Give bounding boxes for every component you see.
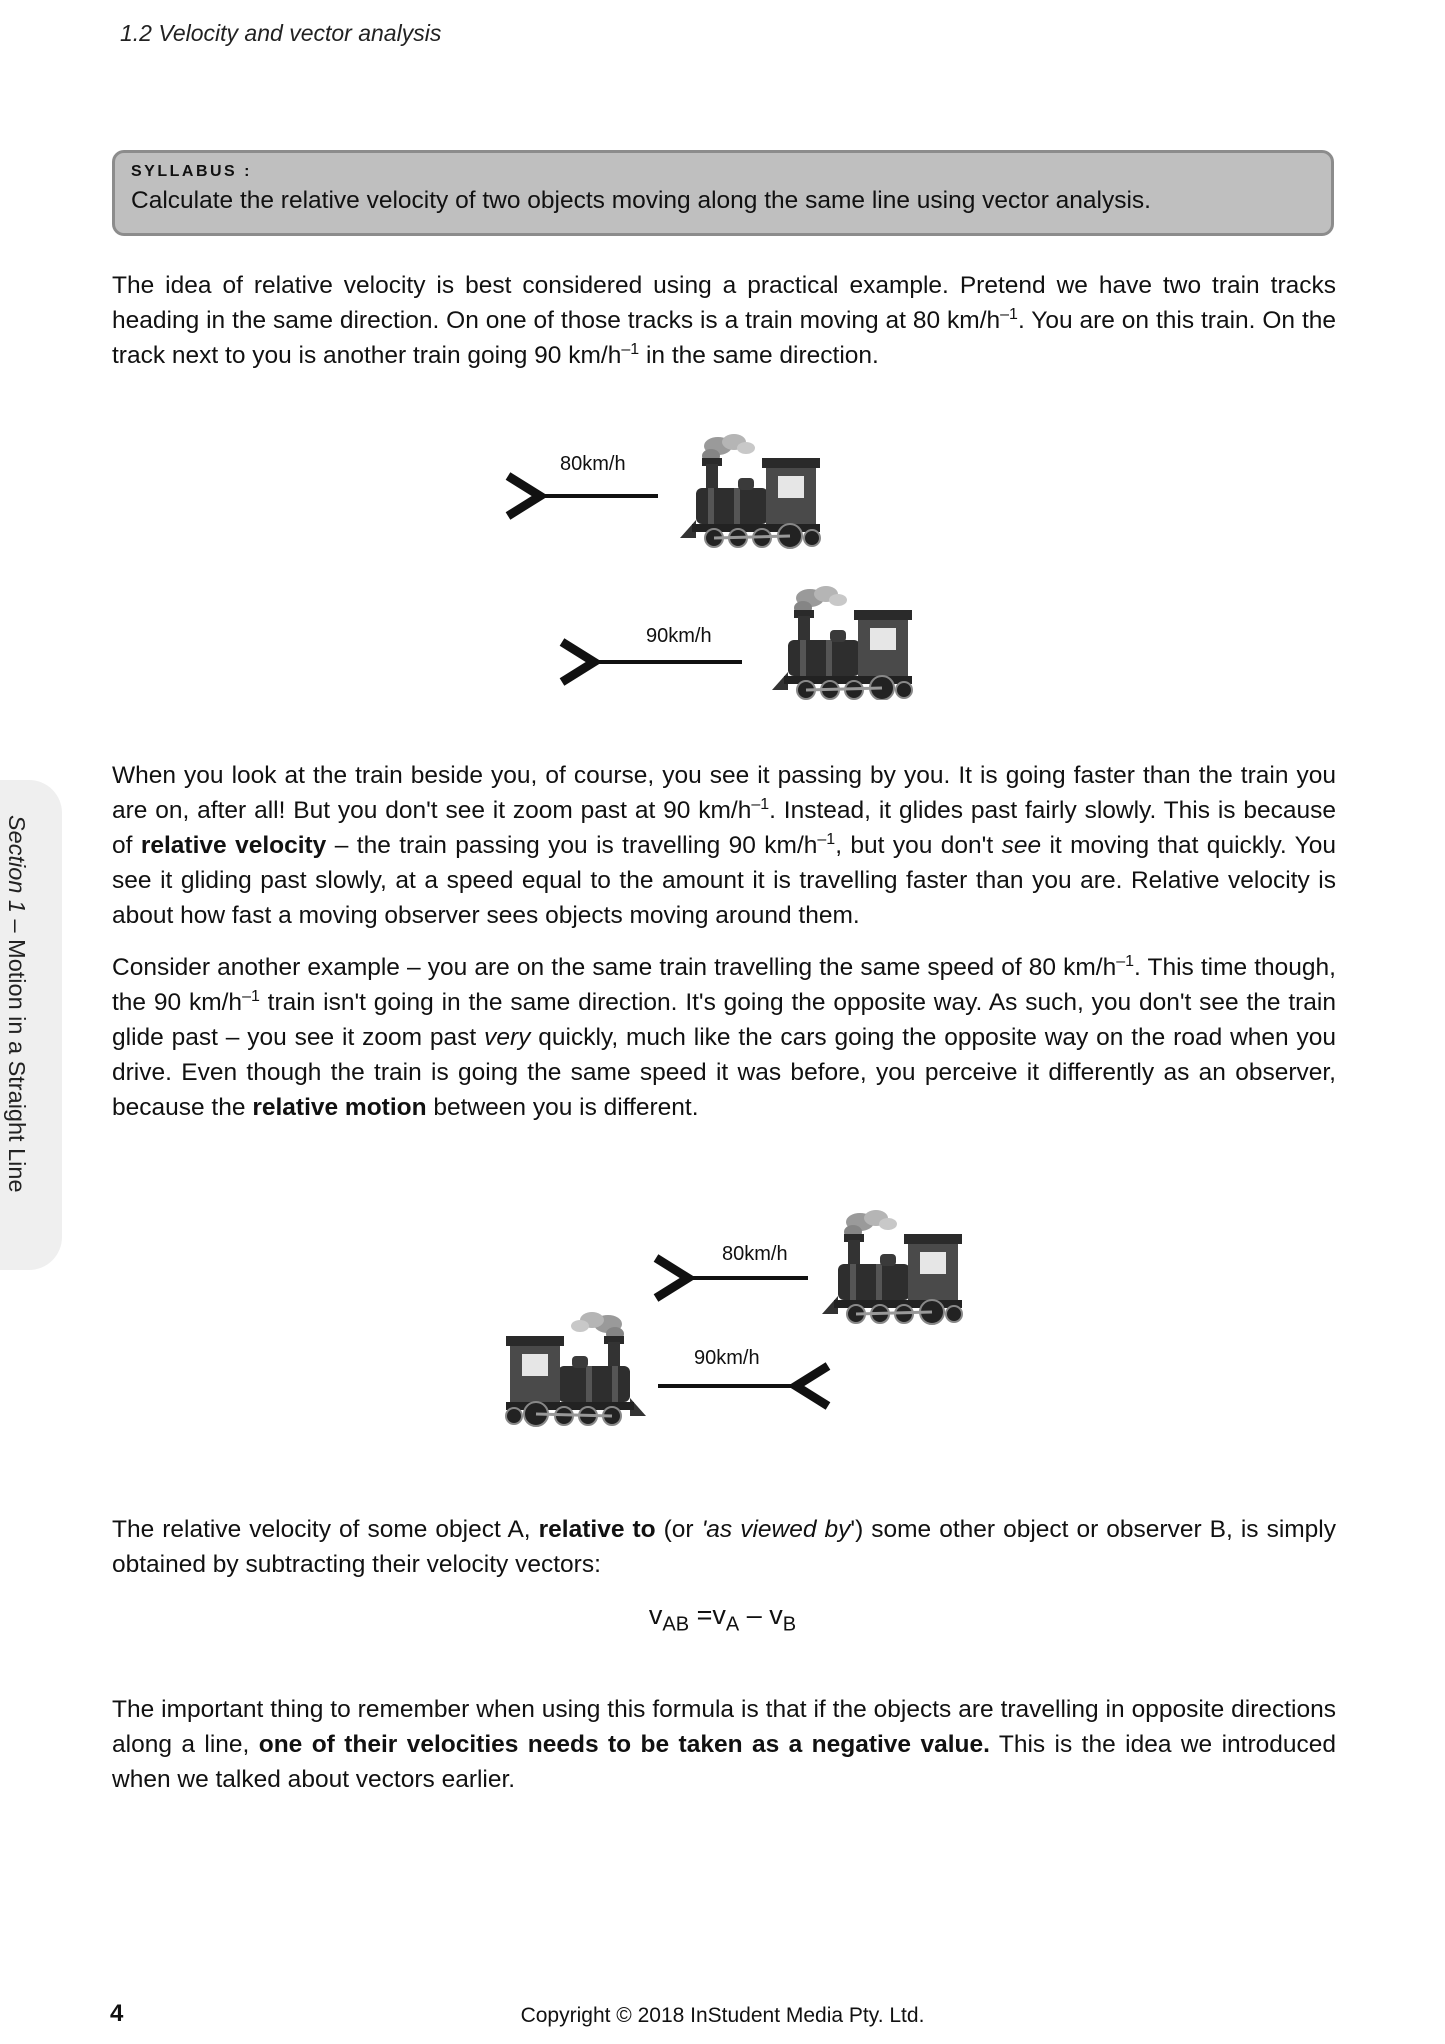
running-head: 1.2 Velocity and vector analysis xyxy=(120,20,442,46)
copyright: Copyright © 2018 InStudent Media Pty. Ltd. xyxy=(520,2004,925,2027)
label-80kmh-fig2: 80km/h xyxy=(722,1243,788,1265)
train-icon-fig1-top xyxy=(680,434,820,548)
train-icon-fig2-right xyxy=(506,1312,646,1426)
label-80kmh-fig1: 80km/h xyxy=(560,453,626,475)
figure-same-direction xyxy=(0,420,1445,700)
relative-velocity-formula: $v_{AB} =v_A - v_B$ xyxy=(648,1600,797,1636)
train-icon-fig1-bottom xyxy=(772,586,912,700)
paragraph-relative-velocity: When you look at the train beside you, of course, you see it passing by you. It is going faster than the train you are on, after all! But you don't see it zoom past at 90 $km/h^{-1}$. Instead, it glides past fairly slowly. This is because of relative velocity – the train passing you is travelling 90 $km/h^{-1}$, but you don't see it moving that quickly. You see it gliding past slowly, at a speed equal to the amount it is travelling faster than you are. Relative velocity is about how fast a moving observer sees objects moving around them. xyxy=(112,762,1336,929)
syllabus-text: Calculate the relative velocity of two objects moving along the same line using vector analysis. xyxy=(131,187,1151,214)
syllabus-title: SYLLABUS : xyxy=(131,163,252,180)
label-90kmh-fig1: 90km/h xyxy=(646,625,712,647)
figure-opposite-direction xyxy=(0,1200,1445,1430)
paragraph-definition: The relative velocity of some object A, relative to (or 'as viewed by') some other object or observer B, is simply obtained by subtracting their velocity vectors: xyxy=(112,1516,1336,1578)
label-90kmh-fig2: 90km/h xyxy=(694,1347,760,1369)
paragraph-opposite-direction: Consider another example – you are on the same train travelling the same speed of 80 $km/h^{-1}$. This time though, the 90 $km/h^{-1}$ train isn't going in the same direction. It's going the opposite way. As such, you don't see the train glide past – you see it zoom past very quickly, much like the cars going the opposite way on the road when you drive. Even though the train is going the same speed it was before, you perceive it differently as an observer, because the relative motion between you is different. xyxy=(112,952,1337,1121)
section-side-label: Section 1 – Motion in a Straight Line xyxy=(4,815,30,1193)
paragraph-intro: The idea of relative velocity is best considered using a practical example. Pretend we have two train tracks heading in the same direction. On one of those tracks is a train moving at 80 $km/h^{-1}$. You are on this train. On the track next to you is another train going 90 $km/h^{-1}$ in the same direction. xyxy=(112,272,1336,369)
train-icon-fig2-left xyxy=(822,1210,962,1324)
paragraph-negative-value: The important thing to remember when using this formula is that if the objects are travelling in opposite directions along a line, one of their velocities needs to be taken as a negative value. This is the idea we introduced when we talked about vectors earlier. xyxy=(112,1696,1336,1793)
syllabus-box xyxy=(112,150,1334,236)
page-number: 4 xyxy=(110,2000,124,2027)
